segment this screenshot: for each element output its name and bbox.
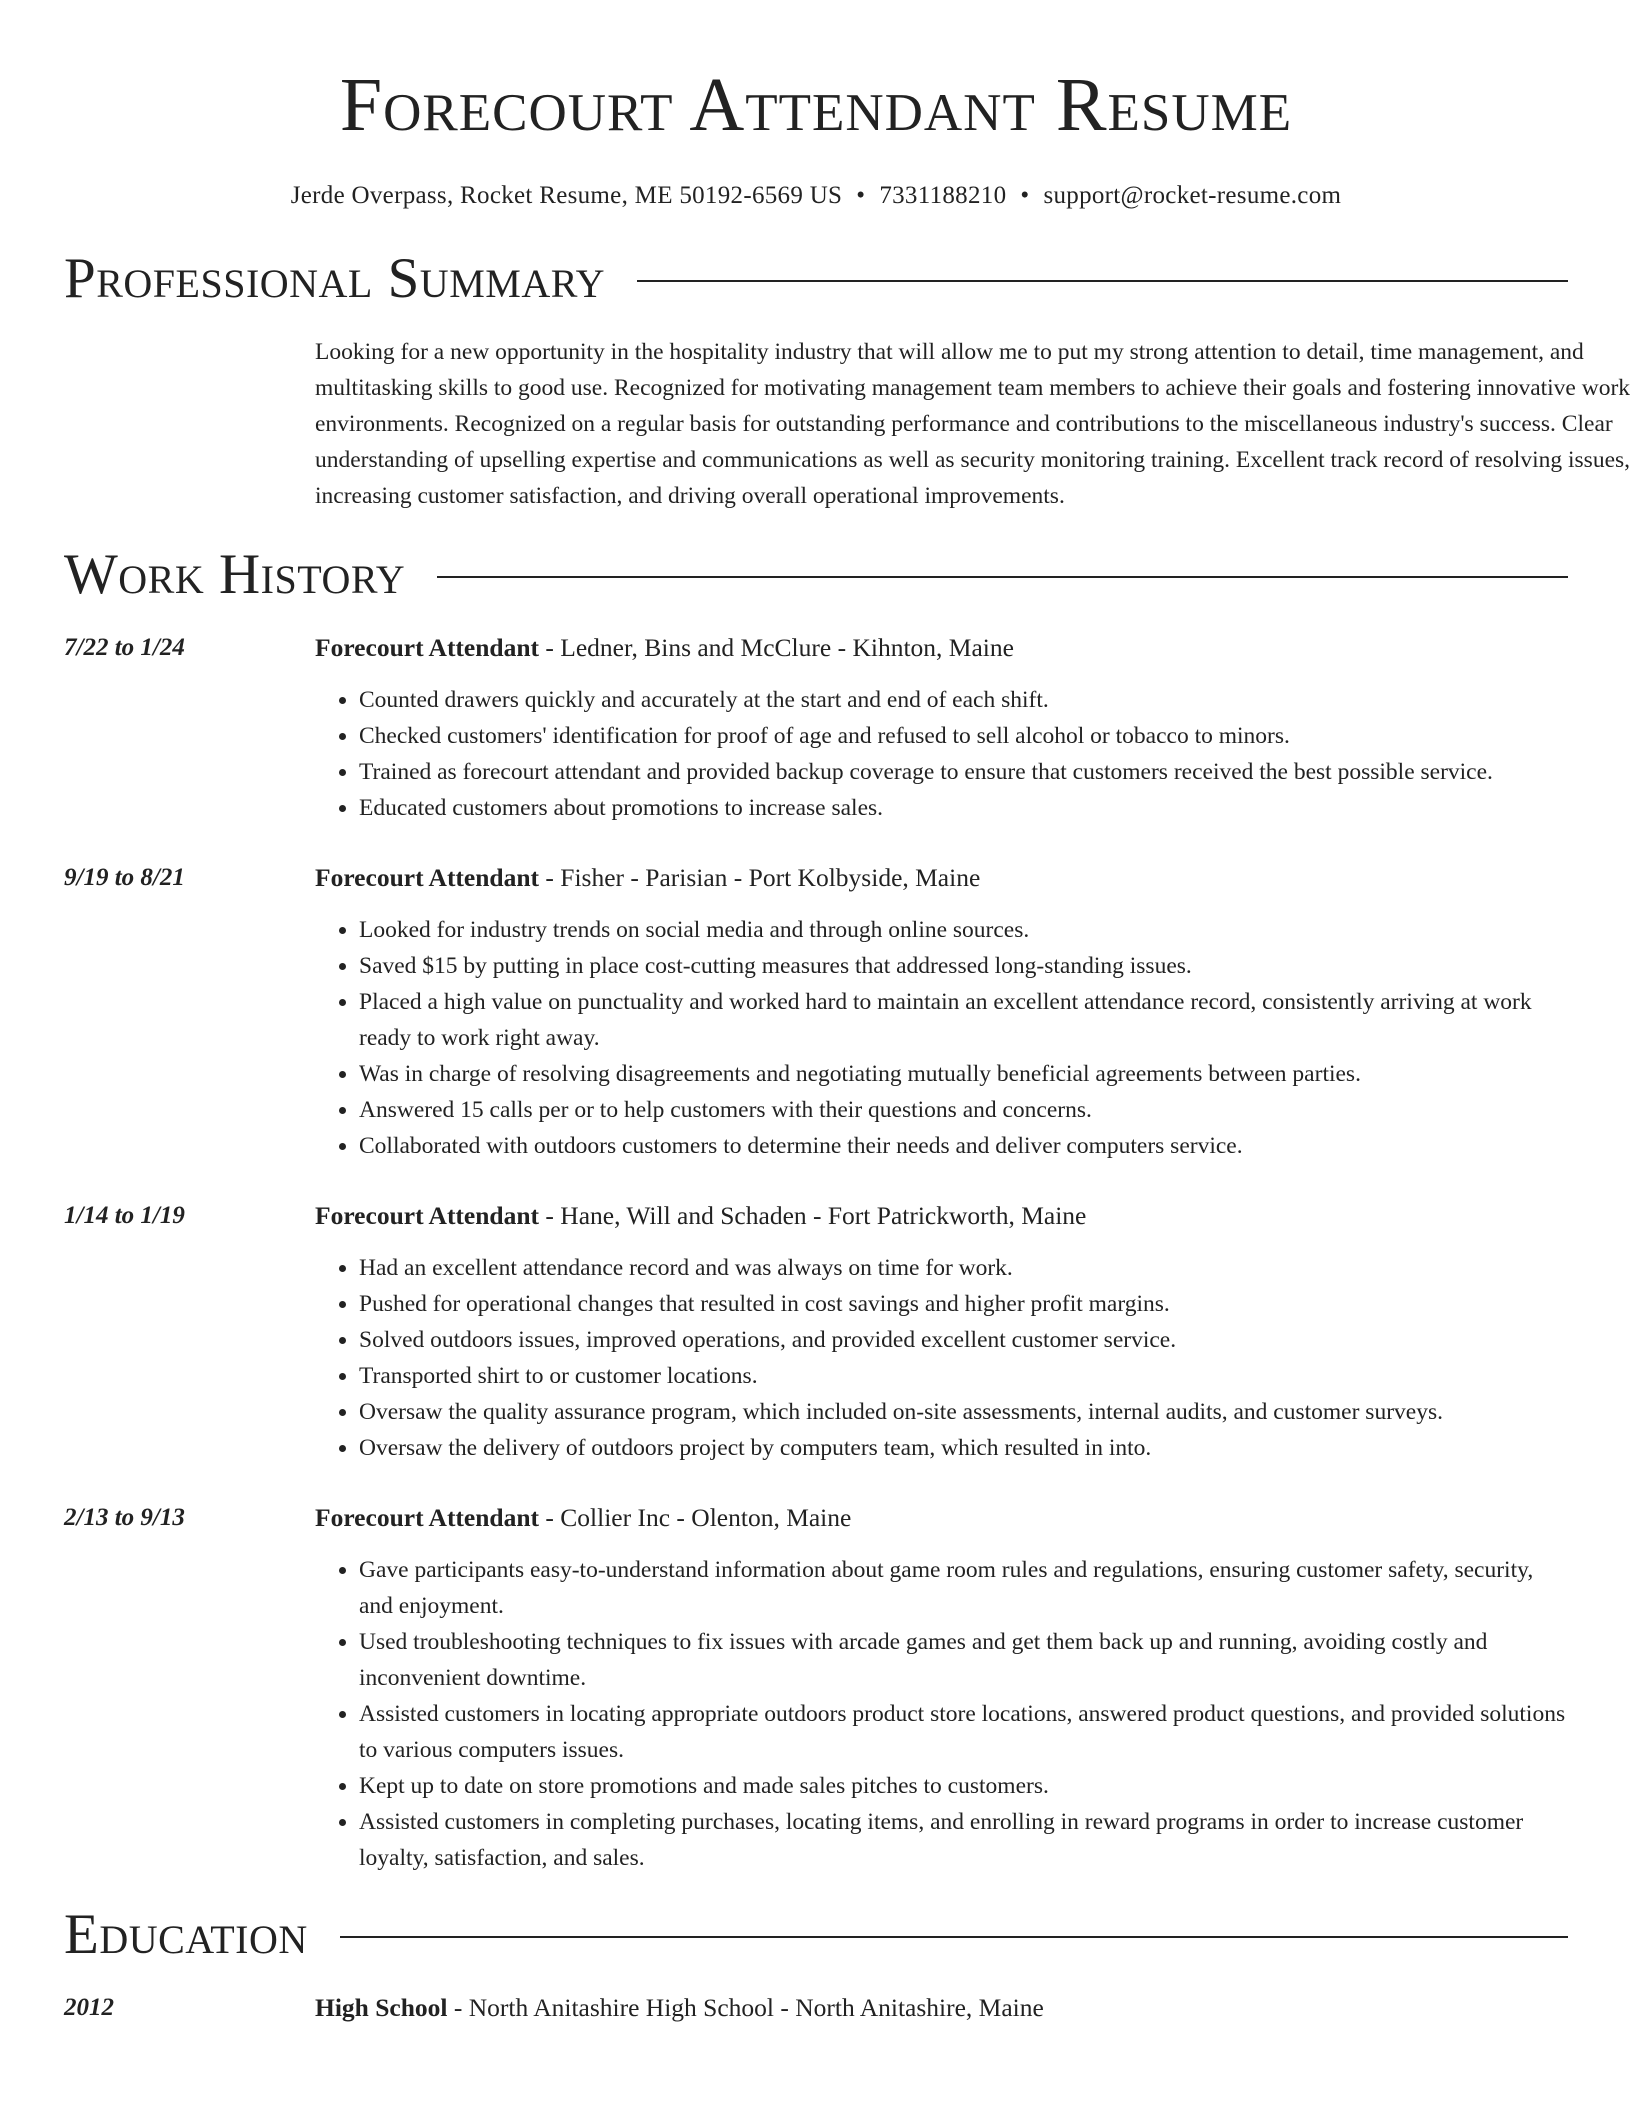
job-bullets <box>315 912 1568 1164</box>
education-title-line <box>315 1990 1568 2026</box>
resume-title: Forecourt Attendant Resume <box>339 63 1293 147</box>
job-employer: - Ledner, Bins and McClure - Kihnton, Maine <box>539 633 1014 662</box>
summary-text: Looking for a new opportunity in the hospitality industry that will allow me to put my strong attention to detail, time management, and multitasking skills to good use. Recognized for motivating management team members to achieve their goals and fostering innovative work environments. Recognized on a regular basis for outstanding performance and contributions to the miscellaneous industry's success. Clear understanding of upselling expertise and communications as well as security monitoring training. Excellent track record of resolving issues, increasing customer satisfaction, and driving overall operational improvements. <box>315 339 1631 509</box>
job-bullet: • Placed a high value on punctuality and worked hard to maintain an excellent attendance record, consistently arriving at work ready to work right away. <box>359 984 1568 1056</box>
job-bullet: • Used troubleshooting techniques to fix issues with arcade games and get them back up and running, avoiding costly and inconvenient downtime. <box>359 1624 1568 1696</box>
job-bullet: • Transported shirt to or customer locations. <box>359 1358 1568 1394</box>
job-body <box>315 860 1568 1164</box>
job-bullet: • Pushed for operational changes that resulted in cost savings and higher profit margins. <box>359 1286 1568 1322</box>
section-divider <box>637 280 1568 282</box>
contact-line <box>64 180 1568 212</box>
job-body <box>315 1198 1568 1466</box>
job-body <box>315 1500 1568 1876</box>
job-dates: 2/13 to 9/13 <box>64 1504 185 1531</box>
job-bullet: • Looked for industry trends on social media and through online sources. <box>359 912 1568 948</box>
job-bullet: • Answered 15 calls per or to help customers with their questions and concerns. <box>359 1092 1568 1128</box>
job-bullet: • Gave participants easy-to-understand information about game room rules and regulations, ensuring customer safety, security, and enjoyment. <box>359 1552 1568 1624</box>
job-bullet: • Counted drawers quickly and accurately at the start and end of each shift. <box>359 682 1568 718</box>
job-entry <box>64 860 1568 1164</box>
education-dates: 2012 <box>64 1994 114 2021</box>
job-dates: 7/22 to 1/24 <box>64 634 185 661</box>
job-bullets <box>315 1250 1568 1466</box>
job-body <box>315 630 1568 826</box>
work-section-header <box>64 542 1568 608</box>
job-title: Forecourt Attendant <box>315 1503 540 1532</box>
job-bullet: • Assisted customers in locating appropriate outdoors product store locations, answered product questions, and provided solutions to various computers issues. <box>359 1696 1568 1768</box>
education-heading: Education <box>64 1903 308 1966</box>
contact-email: support@rocket-resume.com <box>1043 182 1342 209</box>
job-bullet: • Educated customers about promotions to increase sales. <box>359 790 1568 826</box>
job-bullet: • Oversaw the delivery of outdoors project by computers team, which resulted in into. <box>359 1430 1568 1466</box>
contact-separator: • <box>856 182 866 209</box>
job-employer: - Hane, Will and Schaden - Fort Patrickworth, Maine <box>539 1201 1087 1230</box>
job-bullet: • Oversaw the quality assurance program, which included on-site assessments, internal audits, and customer surveys. <box>359 1394 1568 1430</box>
job-employer: - Collier Inc - Olenton, Maine <box>539 1503 852 1532</box>
summary-section-header <box>64 246 1568 312</box>
job-bullet: • Had an excellent attendance record and was always on time for work. <box>359 1250 1568 1286</box>
contact-phone: 7331188210 <box>879 182 1007 209</box>
job-entry <box>64 1500 1568 1876</box>
section-divider <box>437 576 1568 578</box>
summary-heading: Professional Summary <box>64 247 606 310</box>
education-title: High School <box>315 1993 448 2022</box>
section-divider <box>340 1936 1568 1938</box>
job-entry <box>64 1198 1568 1466</box>
job-dates: 1/14 to 1/19 <box>64 1202 185 1229</box>
education-section-header <box>64 1902 1568 1968</box>
job-bullet: • Assisted customers in completing purchases, locating items, and enrolling in reward programs in order to increase customer loyalty, satisfaction, and sales. <box>359 1804 1568 1876</box>
job-title: Forecourt Attendant <box>315 633 540 662</box>
job-dates: 9/19 to 8/21 <box>64 864 185 891</box>
education-body <box>315 1990 1568 2026</box>
job-title-line <box>315 1198 1568 1234</box>
job-bullet: • Saved $15 by putting in place cost-cutting measures that addressed long-standing issues. <box>359 948 1568 984</box>
contact-address: Jerde Overpass, Rocket Resume, ME 50192-6569 US <box>290 182 843 209</box>
job-bullet: • Solved outdoors issues, improved operations, and provided excellent customer service. <box>359 1322 1568 1358</box>
work-heading: Work History <box>64 543 406 606</box>
job-title-line <box>315 1500 1568 1536</box>
job-bullet: • Collaborated with outdoors customers to determine their needs and deliver computers service. <box>359 1128 1568 1164</box>
education-entry <box>64 1990 1568 2026</box>
job-bullet: • Trained as forecourt attendant and provided backup coverage to ensure that customers received the best possible service. <box>359 754 1568 790</box>
contact-separator: • <box>1020 182 1030 209</box>
job-bullets <box>315 682 1568 826</box>
job-entry <box>64 630 1568 826</box>
job-title-line <box>315 860 1568 896</box>
education-school: - North Anitashire High School - North Anitashire, Maine <box>447 1993 1044 2022</box>
job-bullets <box>315 1552 1568 1876</box>
job-bullet: • Was in charge of resolving disagreements and negotiating mutually beneficial agreements between parties. <box>359 1056 1568 1092</box>
job-title: Forecourt Attendant <box>315 1201 540 1230</box>
job-bullet: • Kept up to date on store promotions and made sales pitches to customers. <box>359 1768 1568 1804</box>
job-employer: - Fisher - Parisian - Port Kolbyside, Maine <box>539 863 981 892</box>
job-bullet: • Checked customers' identification for proof of age and refused to sell alcohol or tobacco to minors. <box>359 718 1568 754</box>
job-title-line <box>315 630 1568 666</box>
job-title: Forecourt Attendant <box>315 863 540 892</box>
